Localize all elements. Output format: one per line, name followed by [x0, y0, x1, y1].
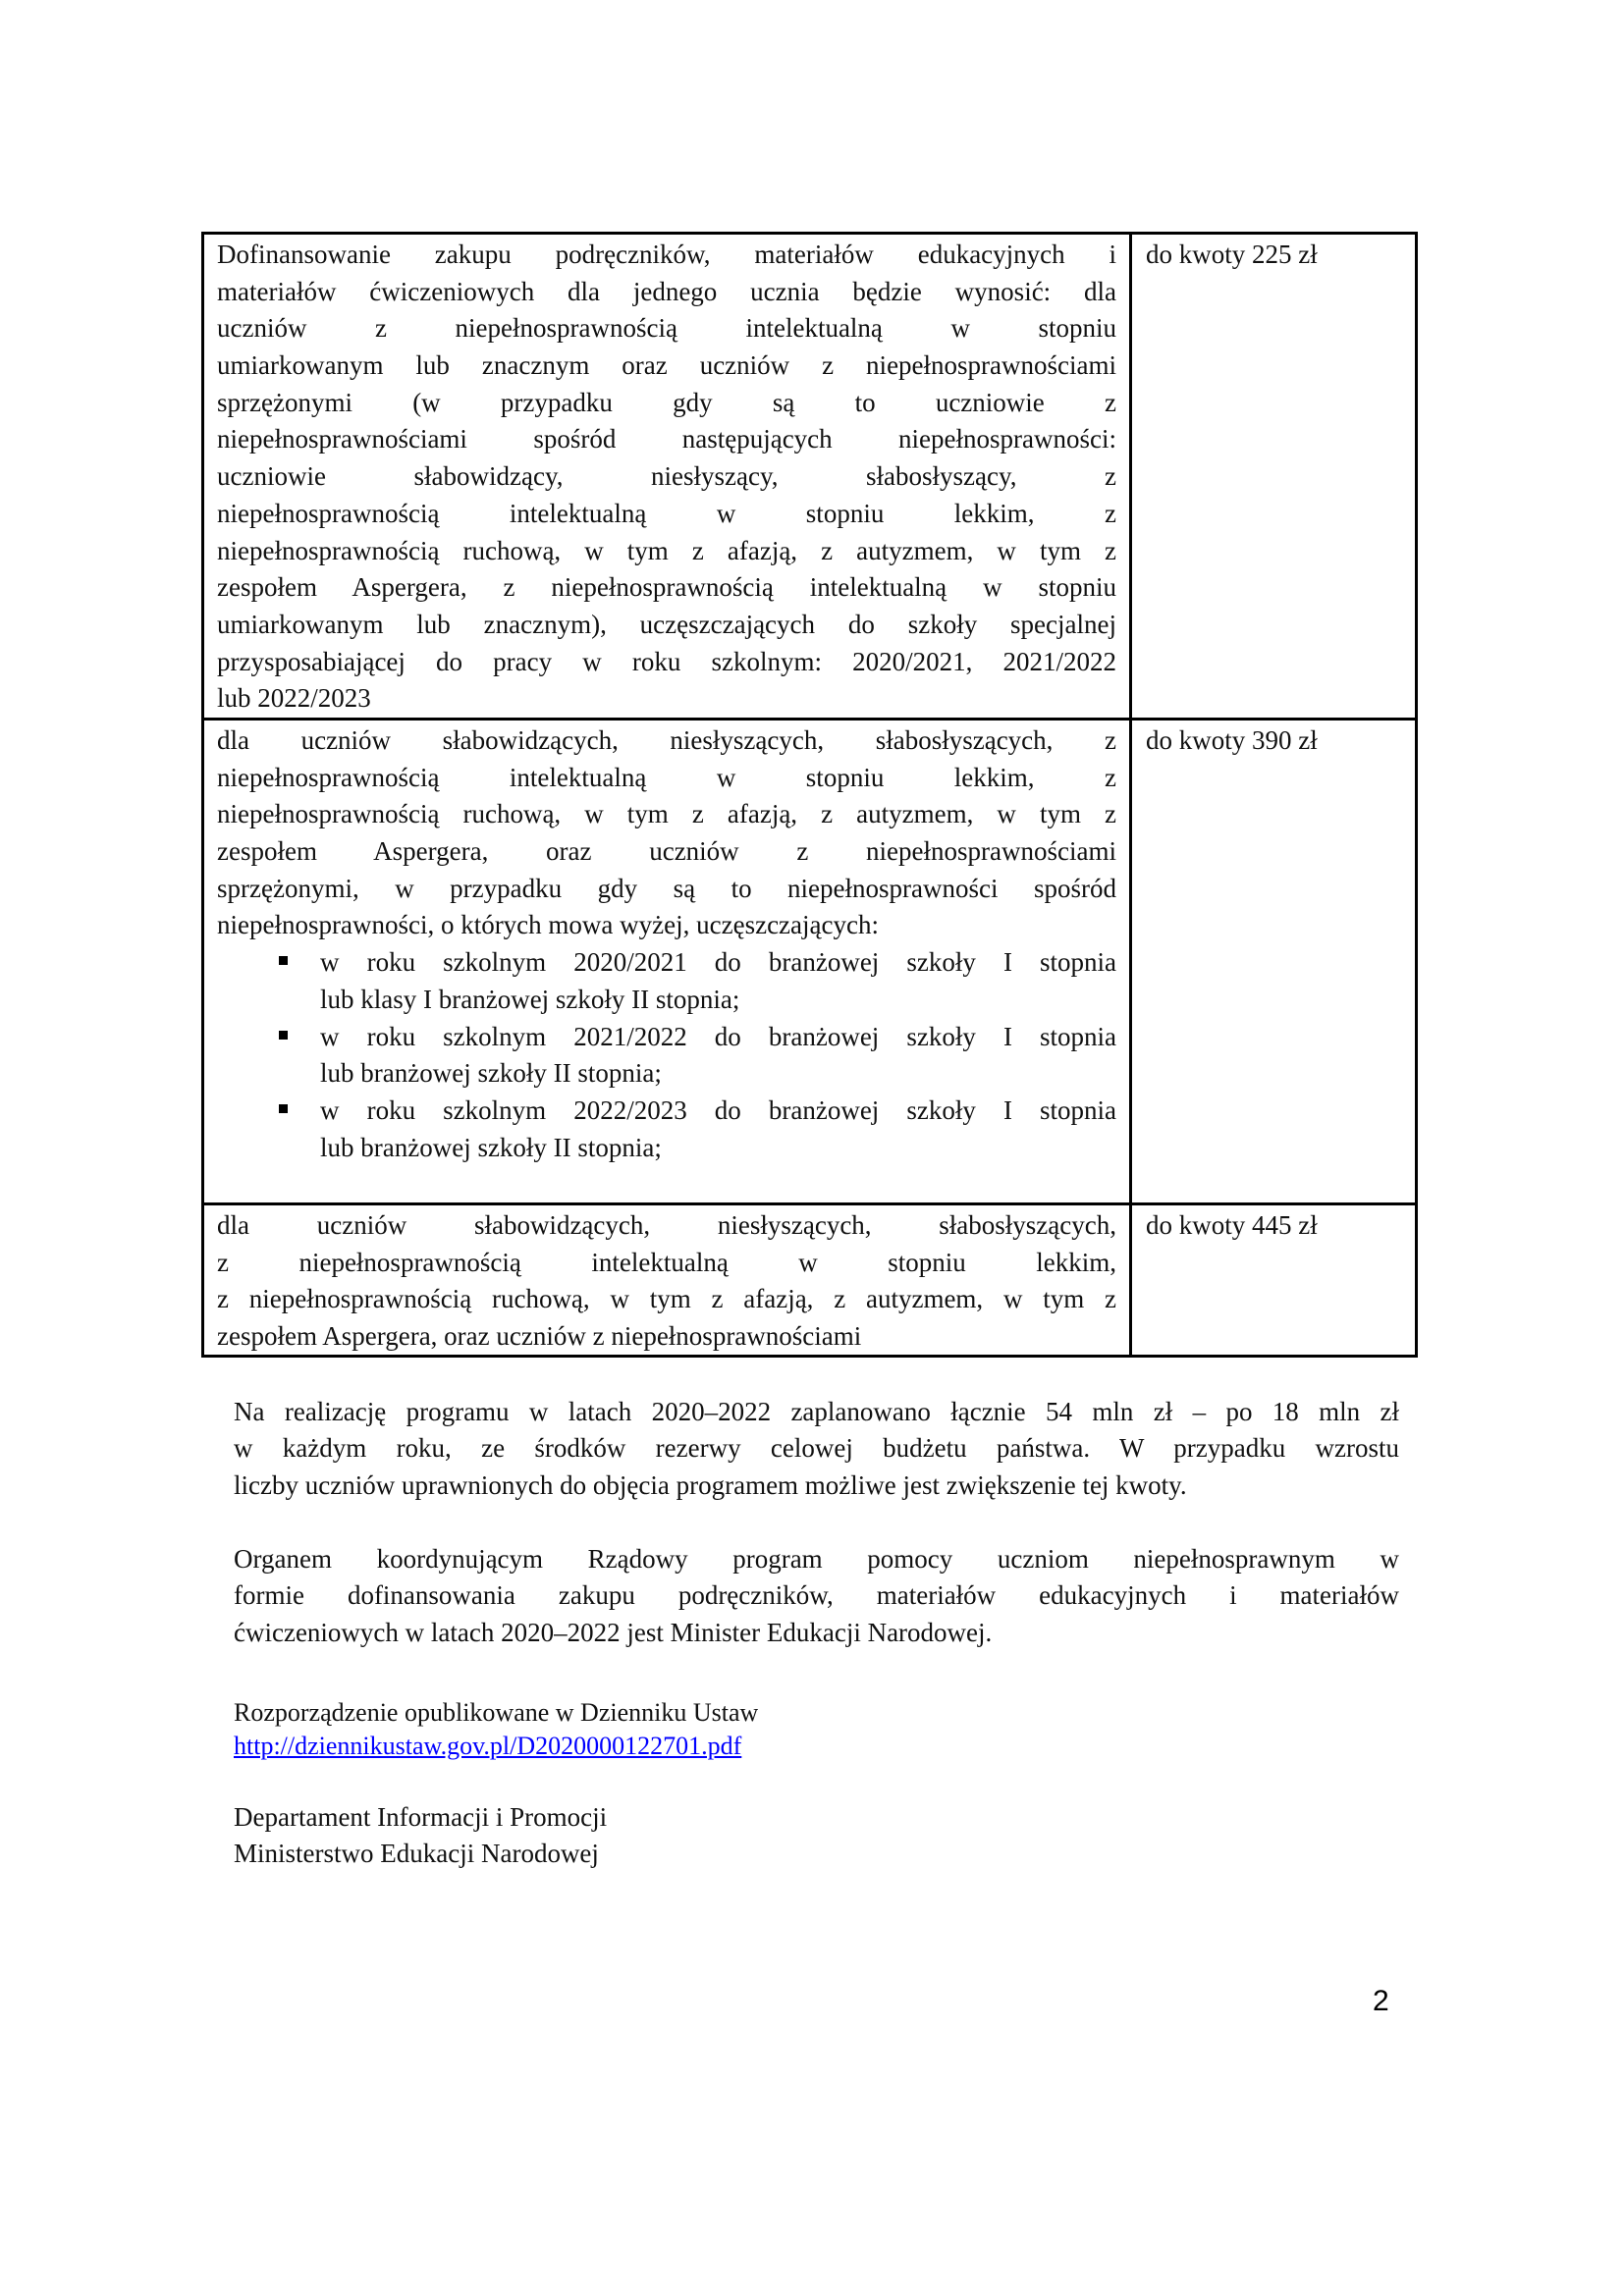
description-cell [204, 1205, 1132, 1355]
cell-text-line: z niepełnosprawnością ruchową, w tym z afazją, z autyzmem, w tym z [217, 1284, 1116, 1314]
publication-block [234, 1696, 758, 1763]
table-row [204, 235, 1415, 718]
cell-text-line: uczniów z niepełnosprawnością intelektualną w stopniu [217, 313, 1116, 344]
funding-table [201, 232, 1418, 1358]
paragraph-line: ćwiczeniowych w latach 2020–2022 jest Minister Edukacji Narodowej. [234, 1617, 993, 1647]
list-item-line: lub klasy I branżowej szkoły II stopnia; [320, 984, 740, 1014]
list-item-line: w roku szkolnym 2021/2022 do branżowej szkoły I stopnia [320, 1021, 1116, 1051]
description-cell [204, 235, 1132, 718]
cell-text-line: zespołem Aspergera, oraz uczniów z niepełnosprawnościami [217, 1321, 862, 1352]
paragraph-line: w każdym roku, ze środków rezerwy celowej budżetu państwa. W przypadku wzrostu [234, 1433, 1399, 1464]
coordinator-paragraph [234, 1541, 1399, 1651]
paragraph-line: Organem koordynującym Rządowy program pomocy uczniom niepełnosprawnym w [234, 1544, 1399, 1574]
cell-text-line: sprzężonymi (w przypadku gdy są to uczniowie z [217, 387, 1116, 417]
square-bullet-icon [279, 1031, 288, 1040]
cell-text-line: umiarkowanym lub znacznym), uczęszczających do szkoły specjalnej [217, 609, 1116, 639]
table-row [204, 1202, 1415, 1355]
list-item-line: lub branżowej szkoły II stopnia; [320, 1132, 662, 1162]
publication-link[interactable]: http://dziennikustaw.gov.pl/D2020000122701.pdf [234, 1732, 742, 1760]
cell-text-line: niepełnosprawnościami spośród następujących niepełnosprawności: [217, 424, 1116, 454]
amount-cell [1132, 1205, 1415, 1355]
cell-text-line: materiałów ćwiczeniowych dla jednego ucznia będzie wynosić: dla [217, 276, 1116, 306]
paragraph-line: formie dofinansowania zakupu podręczników, materiałów edukacyjnych i materiałów [234, 1580, 1399, 1611]
department-name: Departament Informacji i Promocji [234, 1802, 608, 1832]
amount-cell [1132, 235, 1415, 718]
cell-text-line: niepełnosprawnością ruchową, w tym z afazją, z autyzmem, w tym z [217, 799, 1116, 829]
cell-text-line: niepełnosprawnością ruchową, w tym z afazją, z autyzmem, w tym z [217, 535, 1116, 565]
cell-text-line: niepełnosprawności, o których mowa wyżej, uczęszczających: [217, 910, 879, 940]
cell-text-line: niepełnosprawnością intelektualną w stopniu lekkim, z [217, 498, 1116, 528]
list-item [217, 944, 1116, 1018]
page-number: 2 [1373, 1985, 1389, 2017]
cell-text-line: sprzężonymi, w przypadku gdy są to niepełnosprawności spośród [217, 873, 1116, 903]
ministry-name: Ministerstwo Edukacji Narodowej [234, 1839, 599, 1868]
cell-text-line: dla uczniów słabowidzących, niesłyszących, słabosłyszących, z [217, 725, 1116, 755]
cell-text-line: Dofinansowanie zakupu podręczników, materiałów edukacyjnych i [217, 240, 1116, 269]
cell-text-line: przysposabiającej do pracy w roku szkolnym: 2020/2021, 2021/2022 [217, 646, 1116, 676]
cell-text-line: zespołem Aspergera, z niepełnosprawnością intelektualną w stopniu [217, 572, 1116, 603]
signature-block [234, 1799, 607, 1872]
paragraph-line: liczby uczniów uprawnionych do objęcia programem możliwe jest zwiększenie tej kwoty. [234, 1469, 1187, 1500]
cell-text-line: lub 2022/2023 [217, 683, 371, 714]
cell-text-line: dla uczniów słabowidzących, niesłyszących, słabosłyszących, [217, 1210, 1116, 1240]
paragraph-line: Na realizację programu w latach 2020–2022 zaplanowano łącznie 54 mln zł – po 18 mln zł [234, 1397, 1399, 1426]
list-item [217, 1093, 1116, 1166]
list-item [217, 1019, 1116, 1093]
cell-text-line: zespołem Aspergera, oraz uczniów z niepełnosprawnościami [217, 836, 1116, 867]
square-bullet-icon [279, 956, 288, 965]
description-cell [204, 721, 1132, 1202]
amount-value: do kwoty 445 zł [1146, 1210, 1318, 1240]
table-row [204, 718, 1415, 1202]
amount-value: do kwoty 390 zł [1146, 725, 1318, 755]
amount-value: do kwoty 225 zł [1146, 240, 1318, 269]
funding-paragraph [234, 1394, 1399, 1504]
list-item-line: w roku szkolnym 2020/2021 do branżowej szkoły I stopnia [320, 947, 1116, 978]
cell-text-line: uczniowie słabowidzący, niesłyszący, słabosłyszący, z [217, 461, 1116, 492]
cell-text-line: niepełnosprawnością intelektualną w stopniu lekkim, z [217, 762, 1116, 792]
list-item-line: w roku szkolnym 2022/2023 do branżowej szkoły I stopnia [320, 1095, 1116, 1125]
cell-text-line: z niepełnosprawnością intelektualną w stopniu lekkim, [217, 1247, 1116, 1277]
square-bullet-icon [279, 1104, 288, 1113]
cell-text-line: umiarkowanym lub znacznym oraz uczniów z niepełnosprawnościami [217, 350, 1116, 381]
list-item-line: lub branżowej szkoły II stopnia; [320, 1058, 662, 1089]
publication-label: Rozporządzenie opublikowane w Dzienniku Ustaw [234, 1698, 759, 1727]
amount-cell [1132, 721, 1415, 1202]
